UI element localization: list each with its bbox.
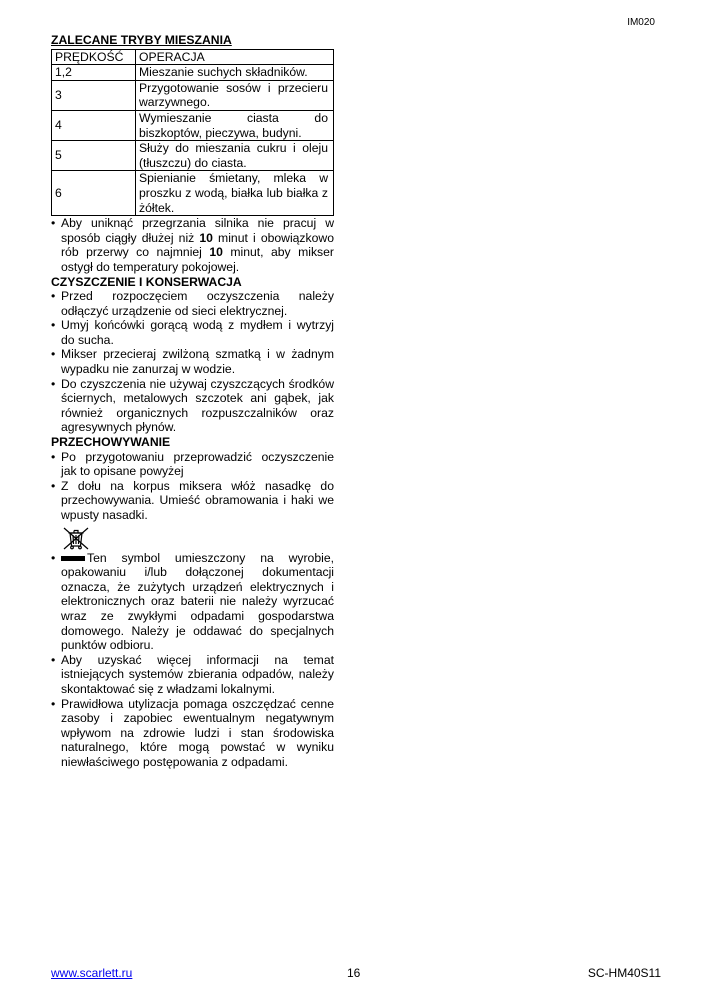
list-item: • Mikser przecieraj zwilżoną szmatką i w żadnym wypadku nie zanurzaj w wodzie. [51,347,334,376]
website-link[interactable]: www.scarlett.ru [51,966,133,980]
speed-column-header: PRĘDKOŚĆ [52,49,136,65]
cleaning-list [51,289,334,435]
operation-column-header: OPERACJA [136,49,334,65]
content-column [51,33,334,770]
document-code: IM020 [627,17,655,28]
operation-cell: Przygotowanie sosów i przecieru warzywnego. [136,80,334,110]
table-row [52,110,334,140]
list-item: • Aby uzyskać więcej informacji na temat istniejących systemów zbierania odpadów, należy skontaktować się z władzami lokalnymi. [51,653,334,697]
crossed-out-bin-icon [61,525,91,551]
speed-cell: 4 [52,110,136,140]
table-header-row [52,49,334,65]
list-item: • Ten symbol umieszczony na wyrobie, opakowaniu i/lub dołączonej dokumentacji oznacza, że zużytych urządzeń elektrycznych i elektronicznych oraz baterii nie należy wyrzucać wraz ze zwykłymi odpadami gospodarstwa domowego. Należy je oddawać do specjalnych punktów odbioru. [51,551,334,653]
storage-list [51,450,334,523]
table-row [52,141,334,171]
mixing-modes-table [51,49,334,217]
page-footer [51,966,661,982]
table-row [52,65,334,81]
disposal-list [51,551,334,770]
page-number: 16 [347,966,361,980]
operation-cell: Spienianie śmietany, mleka w proszku z wodą, białka lub białka z żółtek. [136,171,334,216]
speed-cell: 6 [52,171,136,216]
operation-cell: Mieszanie suchych składników. [136,65,334,81]
list-item: • Prawidłowa utylizacja pomaga oszczędzać cenne zasoby i zapobiec ewentualnym negatywnym wpływom na zdrowie ludzi i stan środowiska naturalnego, które mogą powstać w wyniku niewłaściwego postępowania z odpadami. [51,697,334,770]
mixing-modes-heading: ZALECANE TRYBY MIESZANIA [51,33,232,47]
list-item: • Przed rozpoczęciem oczyszczenia należy odłączyć urządzenie od sieci elektrycznej. [51,289,334,318]
table-row [52,171,334,216]
operation-cell: Wymieszanie ciasta do biszkoptów, pieczywa, budyni. [136,110,334,140]
weee-bar-icon [61,556,85,561]
speed-cell: 1,2 [52,65,136,81]
overheat-warning: • Aby uniknąć przegrzania silnika nie pracuj w sposób ciągły dłużej niż 10 minut i obowiązkowo rób przerwy co najmniej 10 minut, aby mikser ostygł do temperatury pokojowej. [51,216,334,274]
table-row [52,80,334,110]
storage-heading: PRZECHOWYWANIE [51,435,171,450]
list-item: • Po przygotowaniu przeprowadzić oczyszczenie jak to opisane powyżej [51,450,334,479]
list-item: • Umyj końcówki gorącą wodą z mydłem i wytrzyj do sucha. [51,318,334,347]
cleaning-heading: CZYSZCZENIE I KONSERWACJA [51,274,242,289]
speed-cell: 3 [52,80,136,110]
list-item: • Z dołu na korpus miksera włóż nasadkę do przechowywania. Umieść obramowania i haki we wpusty nasadki. [51,479,334,523]
operation-cell: Służy do mieszania cukru i oleju (tłuszczu) do ciasta. [136,141,334,171]
model-number: SC-HM40S11 [587,966,661,980]
list-item: • Do czyszczenia nie używaj czyszczących środków ściernych, metalowych szczotek ani gąbek, jak również organicznych rozpuszczalników oraz agresywnych płynów. [51,377,334,435]
mixing-notes [51,216,334,274]
speed-cell: 5 [52,141,136,171]
